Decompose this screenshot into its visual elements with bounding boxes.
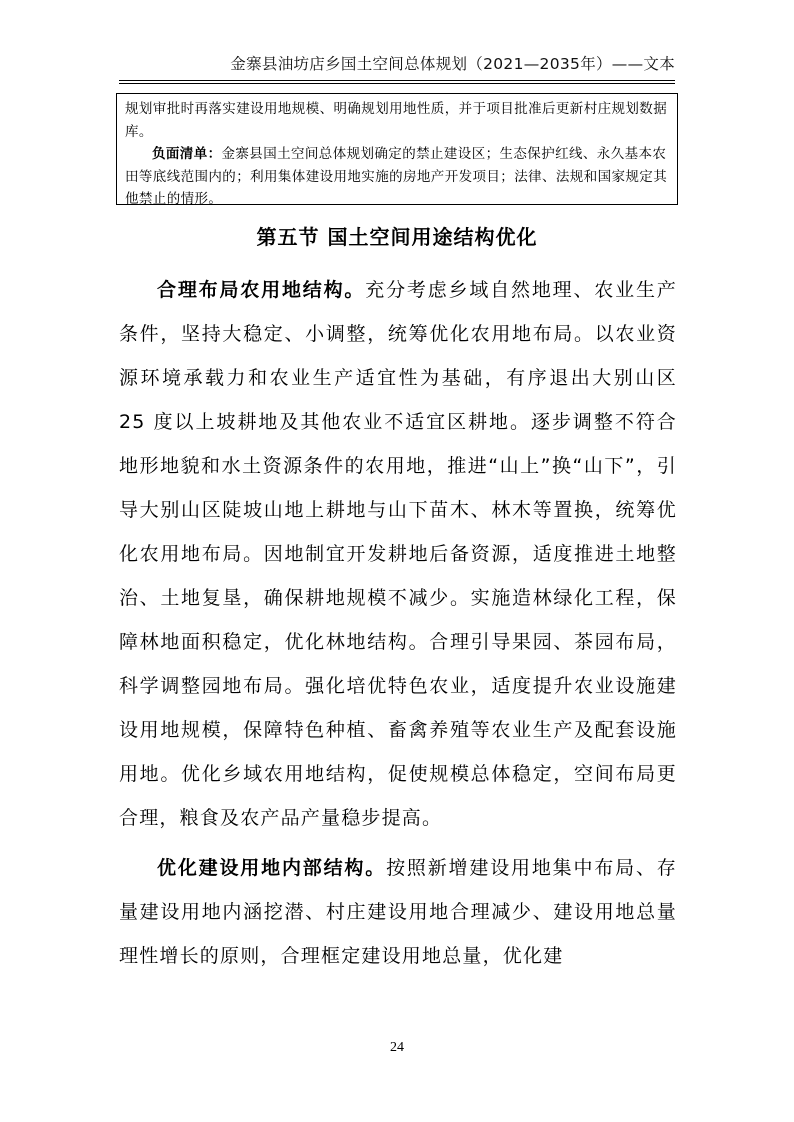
paragraph-text: 充分考虑乡域自然地理、农业生产条件，坚持大稳定、小调整，统筹优化农用地布局。以农业资源环境承载力和农业生产适宜性为基础，有序退出大别山区 25 度以上坡耕地及其他农业不适宜区耕地。逐步调整不符合地形地貌和水土资源条件的农用地，推进“山上”换“山下”，引导大别山区陡坡山地上耕地与山下苗木、林木等置换，统筹优化农用地布局。因地制宜开发耕地后备资源，适度推进土地整治、土地复垦，确保耕地规模不减少。实施造林绿化工程，保障林地面积稳定，优化林地结构。合理引导果园、茶园布局，科学调整园地布局。强化培优特色农业，适度提升农业设施建设用地规模，保障特色种植、畜禽养殖等农业生产及配套设施用地。优化乡域农用地结构，促使规模总体稳定，空间布局更合理，粮食及农产品产量稳步提高。 <box>119 279 677 829</box>
running-header: 金寨县油坊店乡国土空间总体规划（2021—2035年）——文本 <box>230 55 675 73</box>
header-rule-thin <box>119 83 675 84</box>
section-title: 第五节 国土空间用途结构优化 <box>256 225 538 249</box>
paragraph-lead: 合理布局农用地结构。 <box>157 279 366 301</box>
paragraph-lead: 优化建设用地内部结构。 <box>157 857 387 879</box>
body-text <box>119 268 677 984</box>
page-number: 24 <box>390 1040 404 1055</box>
paragraph <box>119 268 677 840</box>
negative-list <box>125 143 671 211</box>
paragraph-text: 按照新增建设用地集中布局、存量建设用地内涵挖潜、村庄建设用地合理减少、建设用地总量理性增长的原则，合理框定建设用地总量，优化建 <box>119 857 677 967</box>
negative-list-label: 负面清单： <box>152 146 222 162</box>
boxed-note <box>116 93 678 205</box>
box-line: 规划审批时再落实建设用地规模、明确规划用地性质，并于项目批准后更新村庄规划数据库。 <box>125 101 668 140</box>
paragraph <box>119 846 677 978</box>
header-rule <box>119 80 675 81</box>
negative-list-text: 金寨县国土空间总体规划确定的禁止建设区；生态保护红线、永久基本农田等底线范围内的；利用集体建设用地实施的房地产开发项目；法律、法规和国家规定其他禁止的情形。 <box>125 146 668 207</box>
